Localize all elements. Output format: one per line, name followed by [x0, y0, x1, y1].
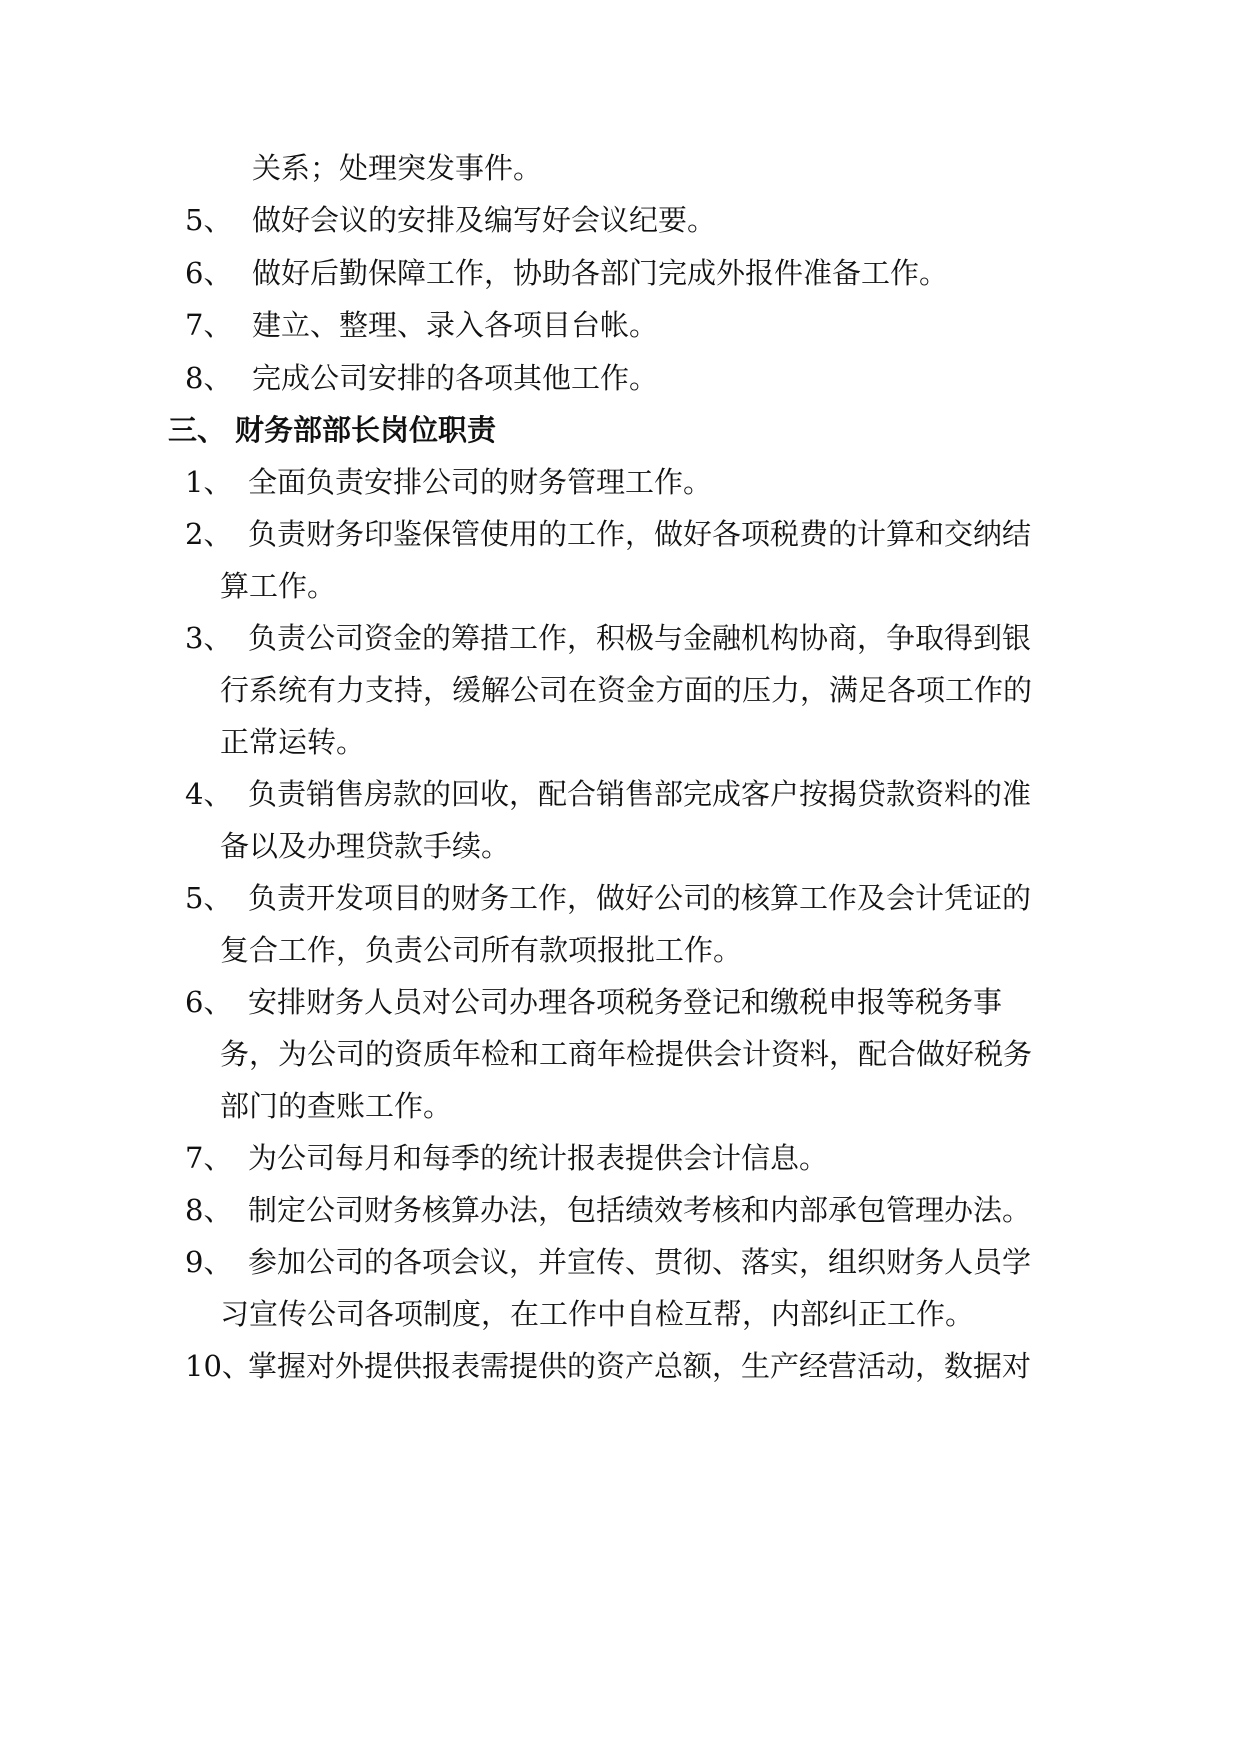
item-number: 8、	[185, 361, 233, 395]
item-text-continued: 部门的查账工作。	[220, 1089, 453, 1123]
item-text-continued: 行系统有力支持，缓解公司在资金方面的压力，满足各项工作的	[220, 673, 1033, 707]
item-text: 负责销售房款的回收，配合销售部完成客户按揭贷款资料的准	[248, 777, 1032, 811]
item-number: 9、	[185, 1245, 233, 1279]
item-text: 负责公司资金的筹措工作，积极与金融机构协商，争取得到银	[248, 621, 1032, 655]
item-number: 7、	[185, 1141, 233, 1175]
item-text-continued: 务，为公司的资质年检和工商年检提供会计资料，配合做好税务	[220, 1037, 1033, 1071]
item-text-continued: 正常运转。	[220, 725, 366, 759]
item-number: 7、	[185, 308, 233, 342]
item-number: 4、	[185, 777, 233, 811]
item-text: 为公司每月和每季的统计报表提供会计信息。	[248, 1141, 829, 1175]
item-text: 制定公司财务核算办法，包括绩效考核和内部承包管理办法。	[248, 1193, 1032, 1227]
item-text: 全面负责安排公司的财务管理工作。	[248, 465, 713, 499]
item-number: 3、	[185, 621, 233, 655]
item-text-continued: 习宣传公司各项制度，在工作中自检互帮，内部纠正工作。	[220, 1297, 975, 1331]
item-text: 掌握对外提供报表需提供的资产总额，生产经营活动，数据对	[248, 1349, 1032, 1383]
continuation-text: 关系；处理突发事件。	[252, 151, 543, 185]
section-title: 财务部部长岗位职责	[235, 413, 497, 447]
item-text: 安排财务人员对公司办理各项税务登记和缴税申报等税务事	[248, 985, 1003, 1019]
item-text-continued: 算工作。	[220, 569, 337, 603]
item-text: 负责财务印鉴保管使用的工作，做好各项税费的计算和交纳结	[248, 517, 1032, 551]
item-number: 1、	[185, 465, 233, 499]
item-text: 负责开发项目的财务工作，做好公司的核算工作及会计凭证的	[248, 881, 1032, 915]
item-number: 10、	[185, 1349, 251, 1383]
item-number: 8、	[185, 1193, 233, 1227]
item-text-continued: 复合工作，负责公司所有款项报批工作。	[220, 933, 743, 967]
item-text: 做好后勤保障工作，协助各部门完成外报件准备工作。	[252, 256, 949, 290]
section-number: 三、	[168, 413, 227, 447]
item-number: 5、	[185, 203, 233, 237]
item-text: 参加公司的各项会议，并宣传、贯彻、落实，组织财务人员学	[248, 1245, 1032, 1279]
item-text-continued: 备以及办理贷款手续。	[220, 829, 511, 863]
item-text: 完成公司安排的各项其他工作。	[252, 361, 659, 395]
item-number: 2、	[185, 517, 233, 551]
item-text: 建立、整理、录入各项目台帐。	[252, 308, 659, 342]
item-text: 做好会议的安排及编写好会议纪要。	[252, 203, 717, 237]
item-number: 6、	[185, 985, 233, 1019]
item-number: 6、	[185, 256, 233, 290]
item-number: 5、	[185, 881, 233, 915]
